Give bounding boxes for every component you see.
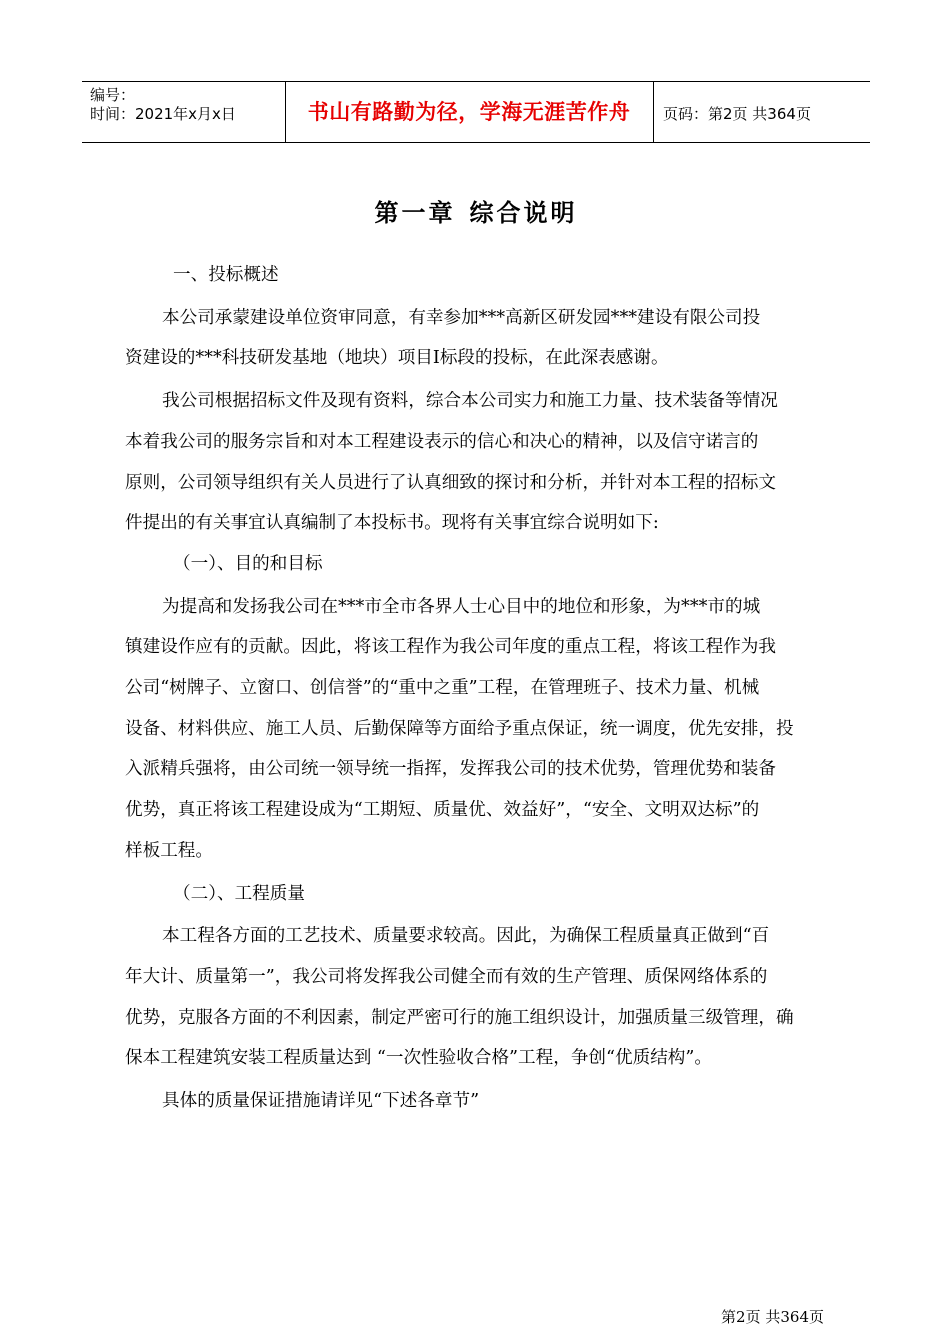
- document-body: [125, 255, 827, 1122]
- paragraph-line: 公司“树牌子、立窗口、创信誉”的“重中之重”工程，在管理班子、技术力量、机械: [125, 678, 760, 699]
- paragraph-line: 我公司根据招标文件及现有资料，综合本公司实力和施工力量、技术装备等情况: [162, 391, 778, 412]
- subsection-heading: （二）、工程质量: [173, 883, 305, 904]
- paragraph-line: 优势，真正将该工程建设成为“工期短、质量优、效益好”，“安全、文明双达标”的: [125, 800, 760, 821]
- paragraph-line: 本着我公司的服务宗旨和对本工程建设表示的信心和决心的精神，以及信守诺言的: [125, 431, 759, 452]
- subsection-heading: （一）、目的和目标: [173, 553, 323, 574]
- paragraph-line: 保本工程建筑安装工程质量达到 “一次性验收合格”工程，争创“优质结构”。: [125, 1048, 712, 1069]
- paragraph-line: 入派精兵强将，由公司统一领导统一指挥，发挥我公司的技术优势，管理优势和装备: [125, 759, 776, 780]
- footer-page-number: 第2页 共364页: [721, 1308, 824, 1326]
- paragraph-line: 为提高和发扬我公司在***市全市各界人士心目中的地位和形象，为***市的城: [162, 596, 761, 617]
- header-time: 时间：2021年x月x日: [90, 105, 236, 123]
- header-top-rule: [82, 81, 870, 82]
- paragraph-line: 原则，公司领导组织有关人员进行了认真细致的探讨和分析，并针对本工程的招标文: [125, 472, 776, 493]
- paragraph-line: 年大计、质量第一”，我公司将发挥我公司健全而有效的生产管理、质保网络体系的: [125, 966, 768, 987]
- paragraph-line: 镇建设作应有的贡献。因此，将该工程作为我公司年度的重点工程，将该工程作为我: [125, 637, 776, 658]
- header-serial: 编号：: [90, 86, 136, 104]
- paragraph-line: 资建设的***科技研发基地（地块）项目Ⅰ标段的投标，在此深表感谢。: [125, 348, 669, 369]
- header-motto: 书山有路勤为径，学海无涯苦作舟: [307, 99, 631, 124]
- paragraph-line: 具体的质量保证措施请详见“下述各章节”: [162, 1091, 480, 1112]
- paragraph-line: 优势，克服各方面的不利因素，制定严密可行的施工组织设计，加强质量三级管理，确: [125, 1007, 794, 1028]
- paragraph-line: 设备、材料供应、施工人员、后勤保障等方面给予重点保证，统一调度，优先安排，投: [125, 718, 794, 739]
- paragraph-line: 样板工程。: [125, 840, 213, 861]
- header-page-number: 页码：第2页 共364页: [663, 105, 811, 123]
- header-divider-right: [653, 81, 654, 142]
- chapter-number: 第一章: [374, 198, 456, 227]
- paragraph-line: 本公司承蒙建设单位资审同意，有幸参加***高新区研发园***建设有限公司投: [162, 307, 761, 328]
- header-bottom-rule: [82, 142, 870, 143]
- paragraph-line: 件提出的有关事宜认真编制了本投标书。现将有关事宜综合说明如下:: [125, 513, 659, 534]
- paragraph-line: 本工程各方面的工艺技术、质量要求较高。因此，为确保工程质量真正做到“百: [162, 926, 770, 947]
- chapter-title: [82, 193, 870, 228]
- section-heading: 一、投标概述: [173, 265, 279, 285]
- chapter-name: 综合说明: [469, 198, 578, 227]
